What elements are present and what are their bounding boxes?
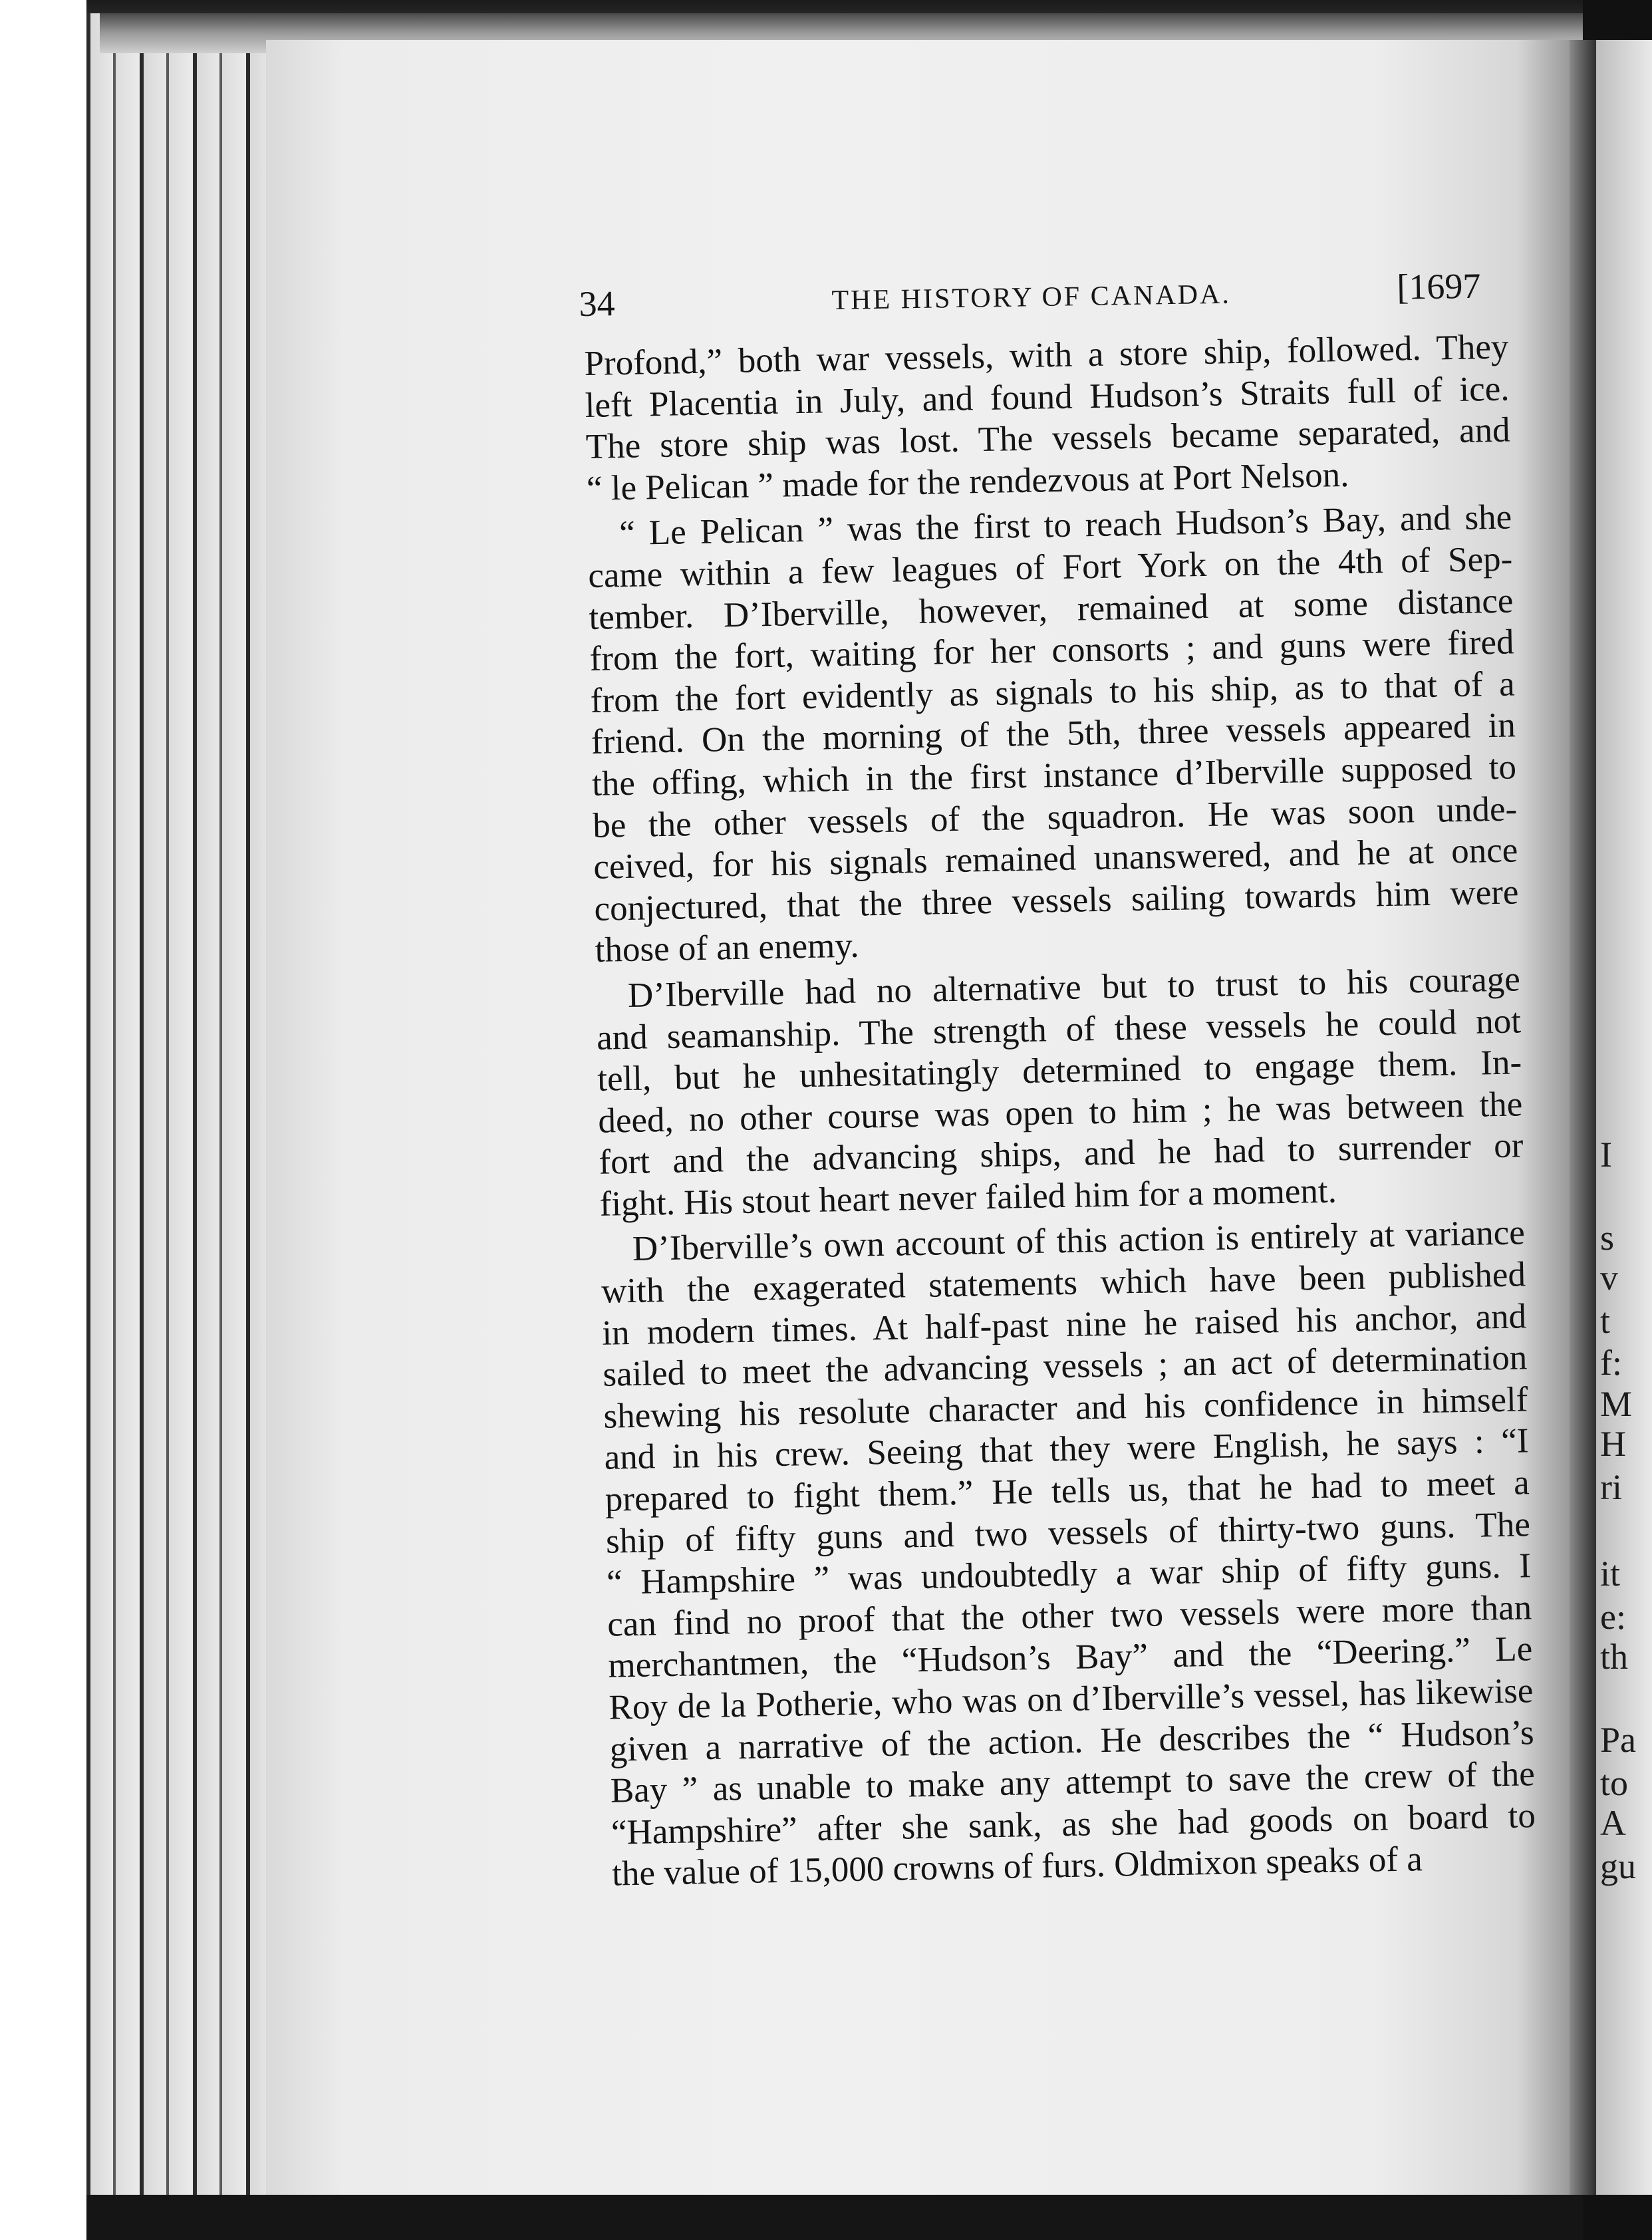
text-line: in modern times. At half-past nine he raised his anchor, and	[601, 1296, 1527, 1353]
text-line: ship of fifty guns and two vessels of thirty-two guns. The	[605, 1504, 1531, 1561]
text-line: can find no proof that the other two vessels were more than	[607, 1588, 1532, 1644]
adjacent-page-fragment: Pa	[1600, 1720, 1636, 1760]
text-line: Bay ” as unable to make any attempt to save the crew of the	[610, 1754, 1536, 1810]
text-line: and in his crew. Seeing that they were English, he says : “I	[604, 1421, 1530, 1478]
paragraph	[584, 327, 1511, 510]
adjacent-page-fragment: f:	[1600, 1343, 1622, 1383]
adjacent-page-fragment: v	[1600, 1258, 1618, 1298]
paragraph	[595, 958, 1524, 1225]
adjacent-page-fragment: th	[1600, 1637, 1629, 1677]
text-line: shewing his resolute character and his confidence in himself	[603, 1380, 1528, 1436]
scan-background-left	[0, 0, 86, 2240]
adjacent-page-fragment: I	[1600, 1135, 1612, 1175]
book-page-edges	[86, 13, 279, 2201]
text-line: sailed to meet the advancing vessels ; an act of determination	[602, 1338, 1528, 1394]
text-line: conjectured, that the three vessels sailing towards him were	[594, 873, 1519, 928]
adjacent-page-fragment: H	[1600, 1424, 1626, 1464]
book-gutter	[1570, 40, 1596, 2195]
paragraph	[587, 497, 1520, 972]
text-line: ceived, for his signals remained unanswered, and he at once	[593, 831, 1518, 887]
text-line: deed, no other course was open to him ; he was between the	[597, 1085, 1523, 1141]
text-line: be the other vessels of the squadron. He was soon unde-	[592, 789, 1518, 845]
adjacent-page-fragment: it	[1600, 1554, 1621, 1594]
text-line: The store ship was lost. The vessels became separated, and	[585, 410, 1511, 467]
text-line: from the fort evidently as signals to his ship, as to that of a	[590, 664, 1516, 720]
text-line: “ le Pelican ” made for the rendezvous at Port Nelson.	[586, 455, 1349, 508]
text-line: D’Iberville’s own account of this action is entirely at variance	[632, 1213, 1526, 1269]
text-line: “ Hampshire ” was undoubtedly a war ship of fifty guns. I	[606, 1546, 1532, 1602]
text-line: merchantmen, the “Hudson’s Bay” and the “Deering.” Le	[607, 1629, 1533, 1686]
text-line: those of an enemy.	[595, 926, 860, 970]
adjacent-page-fragment: e:	[1600, 1597, 1626, 1637]
adjacent-page-fragment: gu	[1600, 1846, 1636, 1886]
page-number: 34	[579, 283, 616, 324]
text-line: “Hampshire” after she sank, as she had goods on board to	[611, 1796, 1536, 1852]
adjacent-page-fragment: to	[1600, 1763, 1629, 1803]
adjacent-page-fragment: A	[1600, 1803, 1626, 1843]
adjacent-page-fragment: t	[1600, 1301, 1611, 1341]
text-line: the offing, which in the first instance d’Iberville supposed to	[591, 748, 1517, 803]
adjacent-page-fragment: ri	[1600, 1467, 1622, 1507]
text-line: fight. His stout heart never failed him for a moment.	[599, 1171, 1337, 1224]
text-line: tell, but he unhesitatingly determined to engage them. In-	[597, 1043, 1522, 1099]
adjacent-page-fragment: M	[1600, 1384, 1633, 1424]
text-line: tember. D’Iberville, however, remained at some distance	[589, 581, 1514, 637]
text-line: Roy de la Potherie, who was on d’Iberville’s vessel, has likewise	[609, 1671, 1534, 1727]
text-line: from the fort, waiting for her consorts ; and guns were fired	[589, 623, 1515, 679]
header-year: [1697	[1396, 265, 1481, 307]
adjacent-page-fragment: s	[1600, 1218, 1615, 1258]
text-line: “ Le Pelican ” was the first to reach Hudson’s Bay, and she	[619, 497, 1512, 553]
text-line: came within a few leagues of Fort York on the 4th of Sep-	[587, 539, 1513, 595]
text-line: the value of 15,000 crowns of furs. Oldmixon speaks of a	[611, 1840, 1423, 1893]
text-line: fort and the advancing ships, and he had to surrender or	[599, 1126, 1524, 1183]
body-text	[584, 327, 1537, 1895]
adjacent-page	[1596, 40, 1652, 2195]
text-line: prepared to fight them.” He tells us, that he had to meet a	[605, 1463, 1530, 1519]
text-line: given a narrative of the action. He describes the “ Hudson’s	[609, 1713, 1535, 1769]
text-line: D’Iberville had no alternative but to trust to his courage	[627, 960, 1521, 1015]
text-line: with the exagerated statements which have been published	[601, 1255, 1526, 1311]
text-line: and seamanship. The strength of these vessels he could not	[596, 1001, 1522, 1057]
text-line: Profond,” both war vessels, with a store ship, followed. They	[584, 327, 1509, 383]
text-line: friend. On the morning of the 5th, three vessels appeared in	[591, 706, 1516, 762]
scan-background-bottom	[86, 2195, 1652, 2240]
paragraph	[600, 1212, 1536, 1895]
running-title: THE HISTORY OF CANADA.	[831, 279, 1232, 317]
text-line: left Placentia in July, and found Hudson’s Straits full of ice.	[585, 369, 1510, 425]
